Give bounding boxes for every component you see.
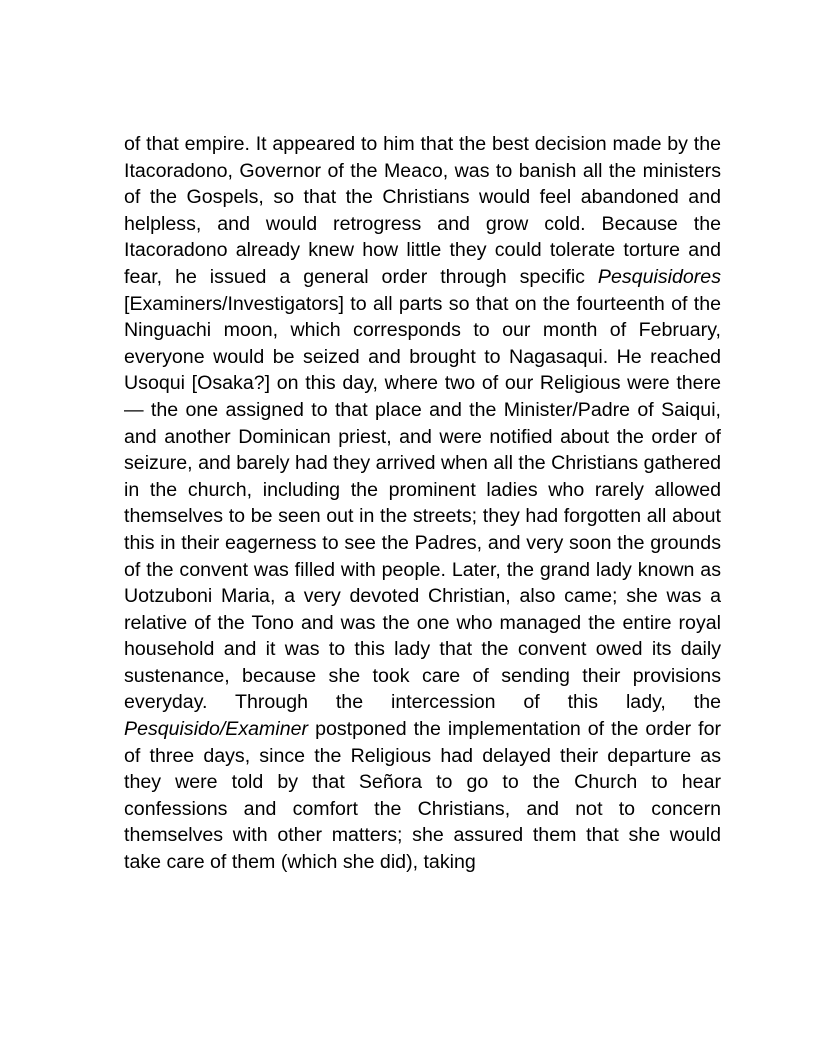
paragraph-text-segment: postponed the implementation of the order for of three days, since the Religious had delayed their departure as they were told by that Señora to go to the Church to hear confessions and comfort the Christians, and not to concern themselves with other matters; she assured them that she would take care of them (which she did), taking [124,718,721,874]
body-paragraph [124,131,721,876]
italic-term-pesquisidores: Pesquisidores [597,265,721,288]
italic-term-pesquisido-examiner: Pesquisido/Examiner [124,718,309,741]
paragraph-text-segment: of that empire. It appeared to him that the best decision made by the Itacoradono, Governor of the Meaco, was to banish all the ministers of the Gospels, so that the Christians would feel abandoned and helpless, and would retrogress and grow cold. Because the Itacoradono already knew how little they could tolerate torture and fear, he issued a general order through specific [124,133,721,288]
paragraph-text-segment: [Examiners/Investigators] to all parts so that on the fourteenth of the Ninguachi moon, which corresponds to our month of February, everyone would be seized and brought to Nagasaqui. He reached Usoqui [Osaka?] on this day, where two of our Religious were there — the one assigned to that place and the Minister/Padre of Saiqui, and another Dominican priest, and were notified about the order of seizure, and barely had they arrived when all the Christians gathered in the church, including the prominent ladies who rarely allowed themselves to be seen out in the streets; they had forgotten all about this in their eagerness to see the Padres, and very soon the grounds of the convent was filled with people. Later, the grand lady known as Uotzuboni Maria, a very devoted Christian, also came; she was a relative of the Tono and was the one who managed the entire royal household and it was to this lady that the convent owed its daily sustenance, because she took care of sending their provisions everyday. Through the intercession of this lady, the [124,292,721,714]
